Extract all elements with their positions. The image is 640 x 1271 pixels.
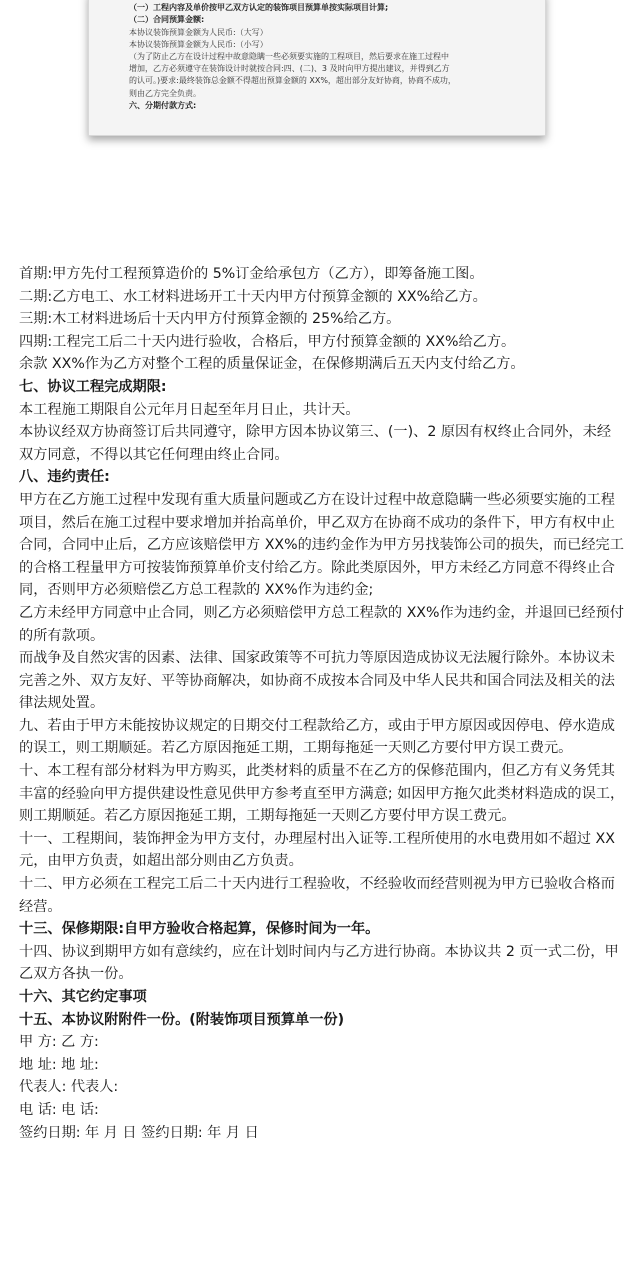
photo-line: 增加，乙方必须遵守在装饰设计时就按合同:四、(二)、3 及时向甲方提出建议，并得到乙方: [129, 64, 450, 74]
photo-line: 本协议装饰预算金额为人民币:（小写）: [129, 39, 268, 49]
document-photo: [88, 0, 546, 136]
paragraph: 乙方未经甲方同意中止合同，则乙方必须赔偿甲方总工程款的 XX%作为违约金，并退回已经预付的所有款项。: [19, 604, 624, 644]
clause-14: 十四、协议到期甲方如有意续约，应在计划时间内与乙方进行协商。本协议共 2 页一式二份，甲乙双方各执一份。: [19, 943, 619, 983]
payment-second: 二期:乙方电工、水工材料进场开工十天内甲方付预算金额的 XX%给乙方。: [19, 288, 487, 305]
paragraph: 而战争及自然灾害的因素、法律、国家政策等不可抗力等原因造成协议无法履行除外。本协议未完善之外、双方友好、平等协商解决，如协商不成按本合同及中华人民共和国合同法及相关的法律法规处置。: [19, 650, 615, 712]
signature-party: 甲 方: 乙 方:: [19, 1034, 99, 1051]
section-heading-7: 七、协议工程完成期限:: [19, 378, 167, 395]
signature-address: 地 址: 地 址:: [19, 1056, 99, 1073]
signature-phone: 电 话: 电 话:: [19, 1101, 99, 1118]
paragraph: 本协议经双方协商签订后共同遵守，除甲方因本协议第三、(一)、2 原因有权终止合同外，未经双方同意，不得以其它任何理由终止合同。: [19, 424, 612, 463]
photo-line: 的认可。)要求:最终装饰总金额不得超出预算金额的 XX%，超出部分友好协商，协商不成功，: [129, 76, 456, 86]
photo-line: （一）工程内容及单价按甲乙双方认定的装饰项目预算单按实际项目计算;: [129, 3, 389, 13]
clause-13: 十三、保修期限:自甲方验收合格起算，保修时间为一年。: [19, 921, 380, 938]
payment-third: 三期:木工材料进场后十天内甲方付预算金额的 25%给乙方。: [19, 311, 401, 328]
payment-first: 首期:甲方先付工程预算造价的 5%订金给承包方（乙方），即筹备施工图。: [19, 266, 484, 282]
paragraph: 本工程施工期限自公元年月日起至年月日止，共计天。: [19, 401, 360, 418]
clause-9: 九、若由于甲方未能按协议规定的日期交付工程款给乙方，或由于甲方原因或因停电、停水造成的误工，则工期顺延。若乙方原因拖延工期，工期每拖延一天则乙方要付甲方误工费元。: [19, 717, 615, 757]
document-photo-text: [129, 0, 545, 112]
paragraph: 甲方在乙方施工过程中发现有重大质量问题或乙方在设计过程中故意隐瞒一些必须要实施的工程项目，然后在施工过程中要求增加并抬高单价，甲乙双方在协商不成功的条件下，甲方有权中止合同，合同中止后，乙方应该赔偿甲方 XX%的违约金作为甲方另找装饰公司的损失，而已经完工的合格工程量甲方可按装饰预算单价支付给乙方。除此类原因外，甲方未经乙方同意不得终止合同，否则甲方必须赔偿乙方总工程款的 XX%作为违约金;: [19, 491, 624, 599]
photo-line: 六、分期付款方式:: [129, 100, 197, 110]
clause-16: 十六、其它约定事项: [19, 989, 147, 1005]
photo-line: （为了防止乙方在设计过程中故意隐瞒一些必须要实施的工程项目，然后要求在施工过程中: [129, 52, 449, 62]
contract-text: [19, 263, 625, 1144]
photo-line: 本协议装饰预算金额为人民币:（大写）: [129, 27, 268, 37]
clause-10: 十、本工程有部分材料为甲方购买，此类材料的质量不在乙方的保修范围内，但乙方有义务凭其丰富的经验向甲方提供建设性意见供甲方参考直至甲方满意; 如因甲方拖欠此类材料造成的误工，则工期顺延。若乙方原因拖延工期，工期每拖延一天则乙方要付甲方误工费元。: [19, 763, 625, 825]
clause-15: 十五、本协议附附件一份。(附装饰项目预算单一份): [19, 1011, 345, 1028]
signature-representative: 代表人: 代表人:: [19, 1079, 119, 1096]
clause-12: 十二、甲方必须在工程完工后二十天内进行工程验收，不经验收而经营则视为甲方已验收合格而经营。: [19, 876, 615, 915]
photo-line: 则由乙方完全负责。: [129, 88, 201, 98]
section-heading-8: 八、违约责任:: [19, 469, 110, 486]
payment-fourth: 四期:工程完工后二十天内进行验收，合格后，甲方付预算金额的 XX%给乙方。: [19, 333, 516, 350]
signature-date: 签约日期: 年 月 日 签约日期: 年 月 日: [19, 1124, 259, 1141]
payment-balance: 余款 XX%作为乙方对整个工程的质量保证金，在保修期满后五天内支付给乙方。: [19, 356, 525, 373]
clause-11: 十一、工程期间，装饰押金为甲方支付，办理屋村出入证等.工程所使用的水电费用如不超过 XX 元，由甲方负责，如超出部分则由乙方负责。: [19, 830, 615, 870]
photo-line: （二）合同预算金额:: [129, 15, 205, 25]
